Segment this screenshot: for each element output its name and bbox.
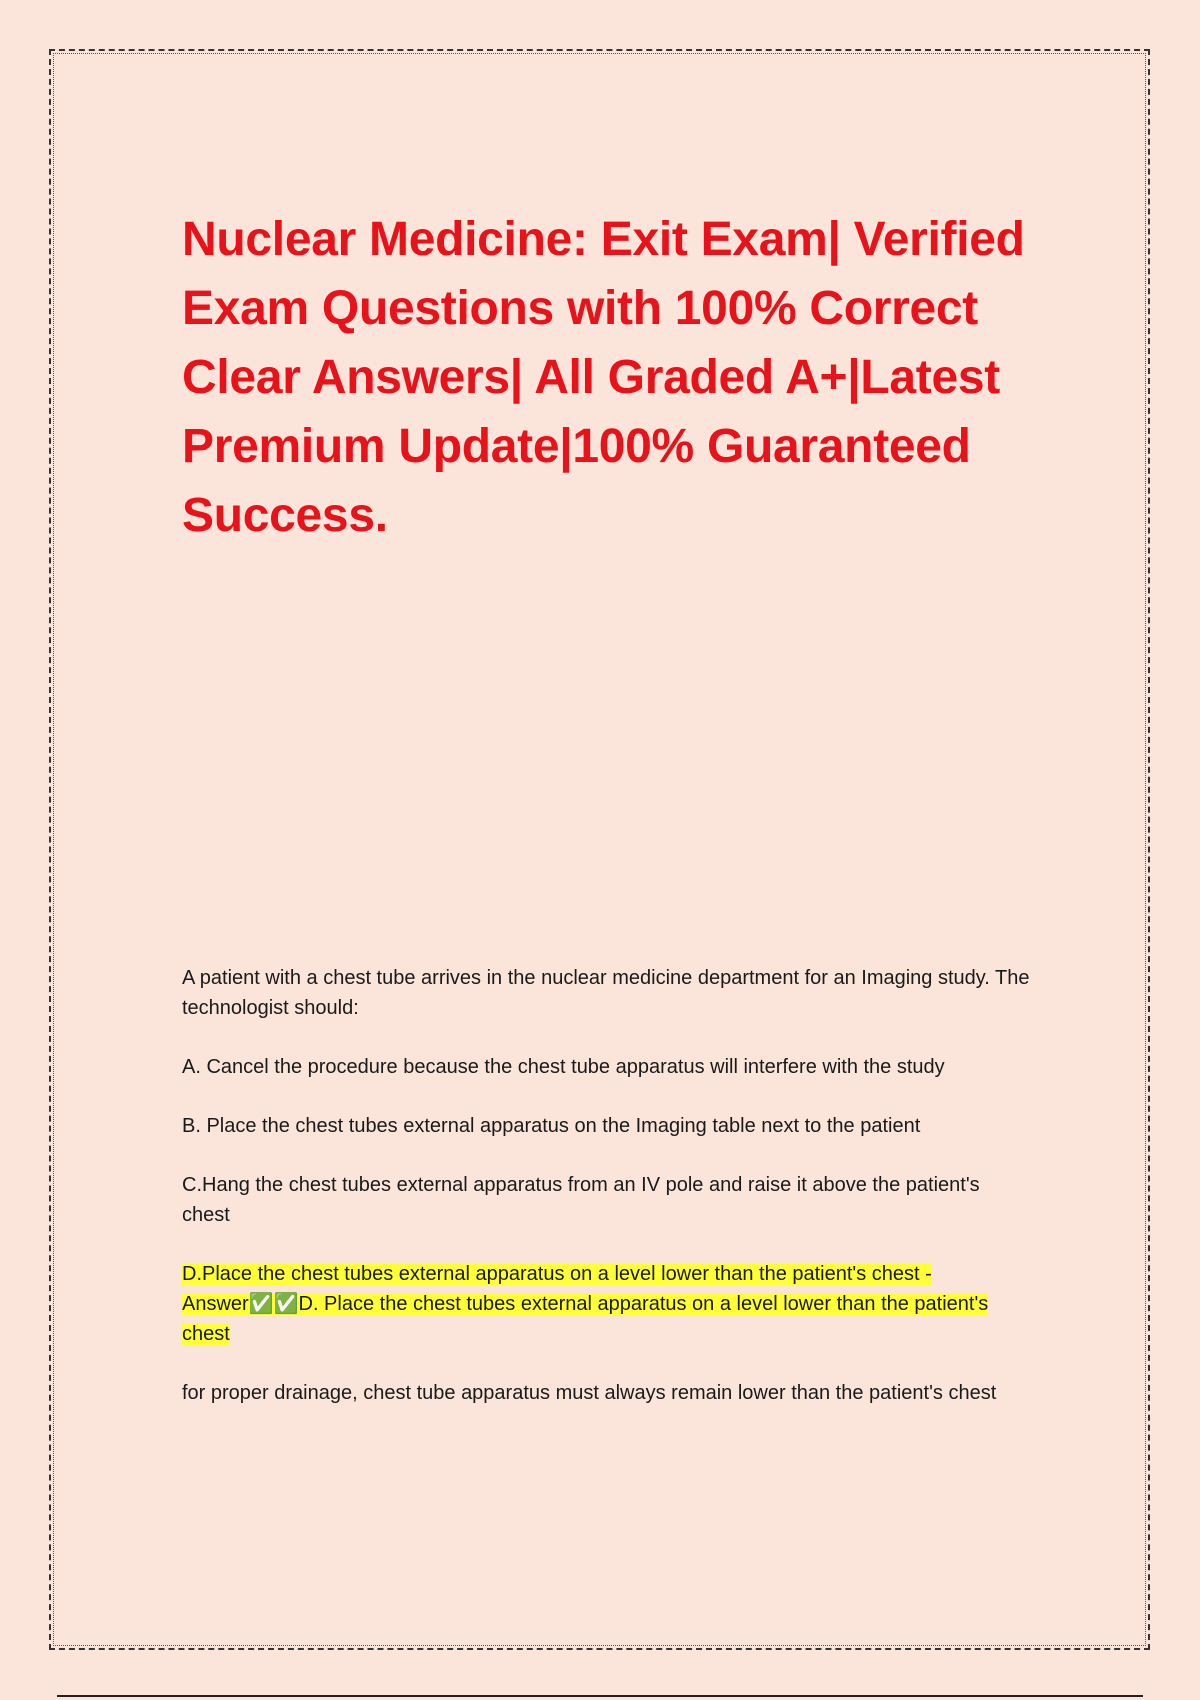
document-title: Nuclear Medicine: Exit Exam| Verified Exam Questions with 100% Correct Clear Answers| All Graded A+|Latest Premium Update|100% Guaranteed Success. [182, 213, 1025, 542]
answer-paragraph [182, 1259, 1032, 1349]
question-block [182, 963, 1032, 1437]
question-text: A patient with a chest tube arrives in the nuclear medicine department for an Imaging study. The technologist should: [182, 967, 1030, 1019]
option-b: B. Place the chest tubes external apparatus on the Imaging table next to the patient [182, 1115, 921, 1137]
bottom-rule [57, 1695, 1143, 1697]
option-a: A. Cancel the procedure because the chest tube apparatus will interfere with the study [182, 1056, 945, 1078]
rationale-text: for proper drainage, chest tube apparatus must always remain lower than the patient's chest [182, 1382, 997, 1404]
option-c: C.Hang the chest tubes external apparatus from an IV pole and raise it above the patient's chest [182, 1174, 980, 1226]
answer-highlight: D.Place the chest tubes external apparatus on a level lower than the patient's chest - Answer✅✅D. Place the chest tubes external apparatus on a level lower than the patient's chest [182, 1263, 989, 1345]
